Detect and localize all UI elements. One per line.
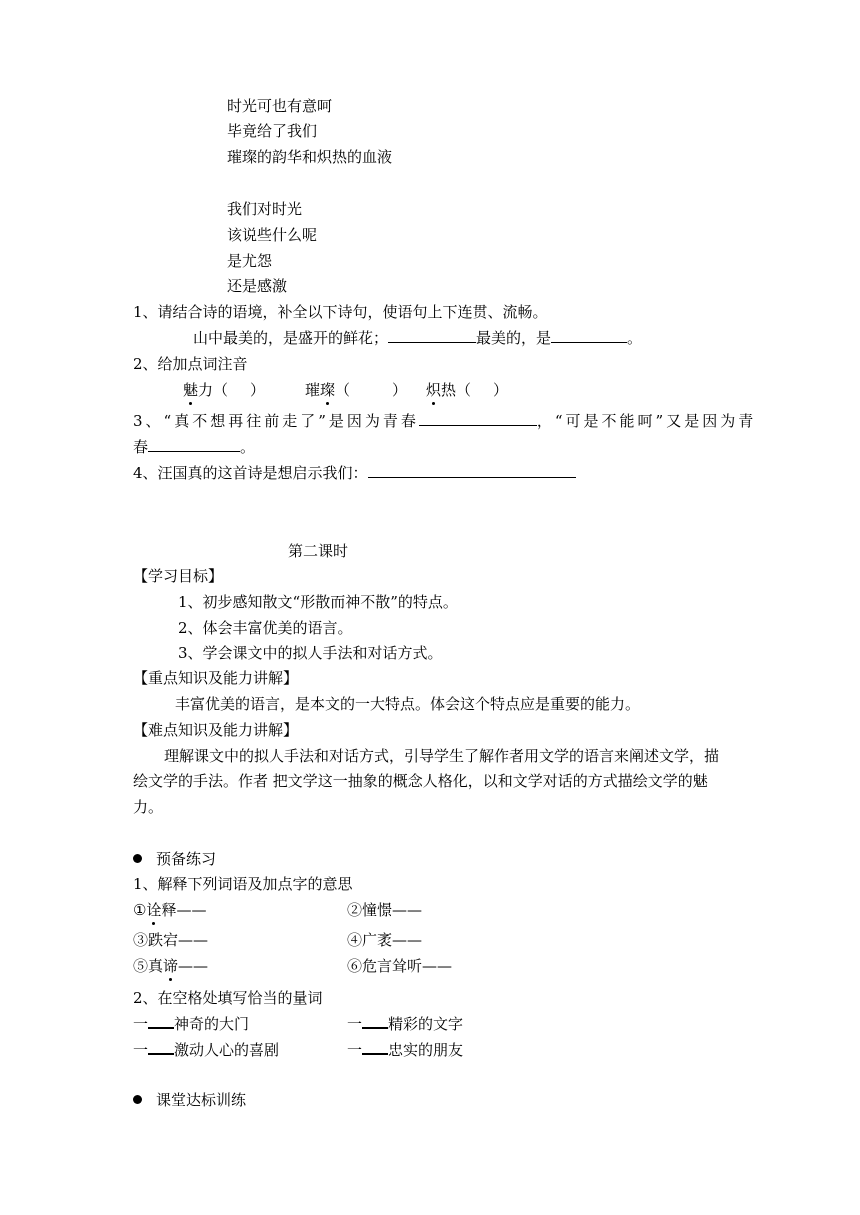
vocab-item: ③跌宕—— [133,931,209,949]
item-number: ① [133,901,147,919]
section-header: 【难点知识及能力讲解】 [133,721,299,739]
fill-pre: 一 [347,1015,363,1033]
item-text: 释—— [161,901,207,919]
answer-blank[interactable] [419,411,537,426]
answer-blank[interactable] [551,328,627,343]
poem-line: 该说些什么呢 [227,226,318,244]
prep-question-2: 2、在空格处填写恰当的量词 [133,989,323,1007]
fill-post: 精彩的文字 [388,1015,464,1033]
sentence-part: 最美的，是 [476,329,552,347]
question-3-line2 [133,437,255,457]
vocab-item [133,956,208,976]
char: 璀 [305,381,321,399]
question-1-sentence [193,328,642,348]
pinyin-word-2 [305,380,407,400]
question-1: 1、请结合诗的语境，补全以下诗句，使语句上下连贯、流畅。 [133,303,548,321]
measure-word-item [347,1039,463,1060]
answer-blank[interactable] [362,1013,388,1029]
answer-blank[interactable] [148,1039,174,1055]
answer-blank[interactable] [148,1013,174,1029]
answer-blank[interactable] [388,328,476,343]
question-4-text: 4、汪国真的这首诗是想启示我们： [133,464,368,482]
vocab-item: ⑥危言耸听—— [347,957,453,975]
paren-close: ） [493,381,509,399]
dotted-char: 诠 [146,901,162,919]
hard-text-line: 绘文学的手法。作者 把文学这一抽象的概念人格化，以和文学对话的方式描绘文学的魅 [133,772,708,790]
goal-item: 1、初步感知散文“形散而神不散”的特点。 [178,593,458,611]
char: 力 [198,381,214,399]
question-3-text: 春 [133,438,149,456]
char: 热 [441,381,457,399]
measure-word-item [347,1013,463,1034]
dotted-char: 璨 [320,381,336,399]
answer-blank[interactable] [148,437,240,452]
dotted-char: 谛 [163,957,179,975]
question-3-line1 [133,411,756,431]
prep-heading [133,849,216,869]
poem-line: 我们对时光 [227,200,303,218]
question-3-text: ，“可是不能呵”又是因为青 [536,412,757,430]
dotted-char: 炽 [426,381,442,399]
fill-pre: 一 [133,1041,149,1059]
bullet-icon [133,1095,142,1104]
paren-close: ） [250,381,266,399]
section-header: 【学习目标】 [133,567,224,585]
hard-text-line: 理解课文中的拟人手法和对话方式，引导学生了解作者用文学的语言来阐述文学，描 [164,747,720,765]
poem-line: 还是感激 [227,277,288,295]
goal-item: 3、学会课文中的拟人手法和对话方式。 [178,644,443,662]
fill-post: 忠实的朋友 [388,1041,464,1059]
key-text: 丰富优美的语言，是本文的一大特点。体会这个特点应是重要的能力。 [175,695,641,713]
measure-word-item [133,1013,249,1034]
answer-blank[interactable] [368,463,576,478]
item-text: —— [178,957,209,975]
vocab-item [133,900,206,920]
paren-open: （ [456,381,472,399]
dotted-char: 魅 [183,381,199,399]
paren-open: （ [213,381,229,399]
fill-pre: 一 [133,1015,149,1033]
hard-text-line: 力。 [133,798,164,816]
pinyin-word-1 [183,380,265,400]
poem-line: 毕竟给了我们 [227,122,318,140]
poem-line: 璀璨的韵华和炽热的血液 [227,148,393,166]
question-3-end: 。 [240,438,256,456]
sentence-end: 。 [627,329,643,347]
question-3-text: 3、“真不想再往前走了”是因为青春 [133,412,419,430]
poem-line: 是尤怨 [227,252,273,270]
vocab-item: ④广袤—— [347,931,423,949]
measure-word-item [133,1039,279,1060]
pinyin-word-3 [426,380,508,400]
fill-pre: 一 [347,1041,363,1059]
fill-post: 激动人心的喜剧 [174,1041,280,1059]
class-heading-text: 课堂达标训练 [156,1091,247,1109]
question-2: 2、给加点词注音 [133,355,248,373]
bullet-icon [133,854,142,863]
paren-open: （ [335,381,351,399]
prep-question-1: 1、解释下列词语及加点字的意思 [133,875,353,893]
question-4 [133,463,576,483]
class-heading [133,1090,246,1110]
fill-post: 神奇的大门 [174,1015,250,1033]
vocab-item: ②憧憬—— [347,901,423,919]
item-text: ⑤真 [133,957,164,975]
section-title: 第二课时 [288,542,349,560]
prep-heading-text: 预备练习 [156,850,217,868]
answer-blank[interactable] [362,1039,388,1055]
sentence-part: 山中最美的，是盛开的鲜花； [193,329,389,347]
section-header: 【重点知识及能力讲解】 [133,669,299,687]
poem-line: 时光可也有意呵 [227,97,333,115]
goal-item: 2、体会丰富优美的语言。 [178,619,353,637]
paren-close: ） [392,381,408,399]
